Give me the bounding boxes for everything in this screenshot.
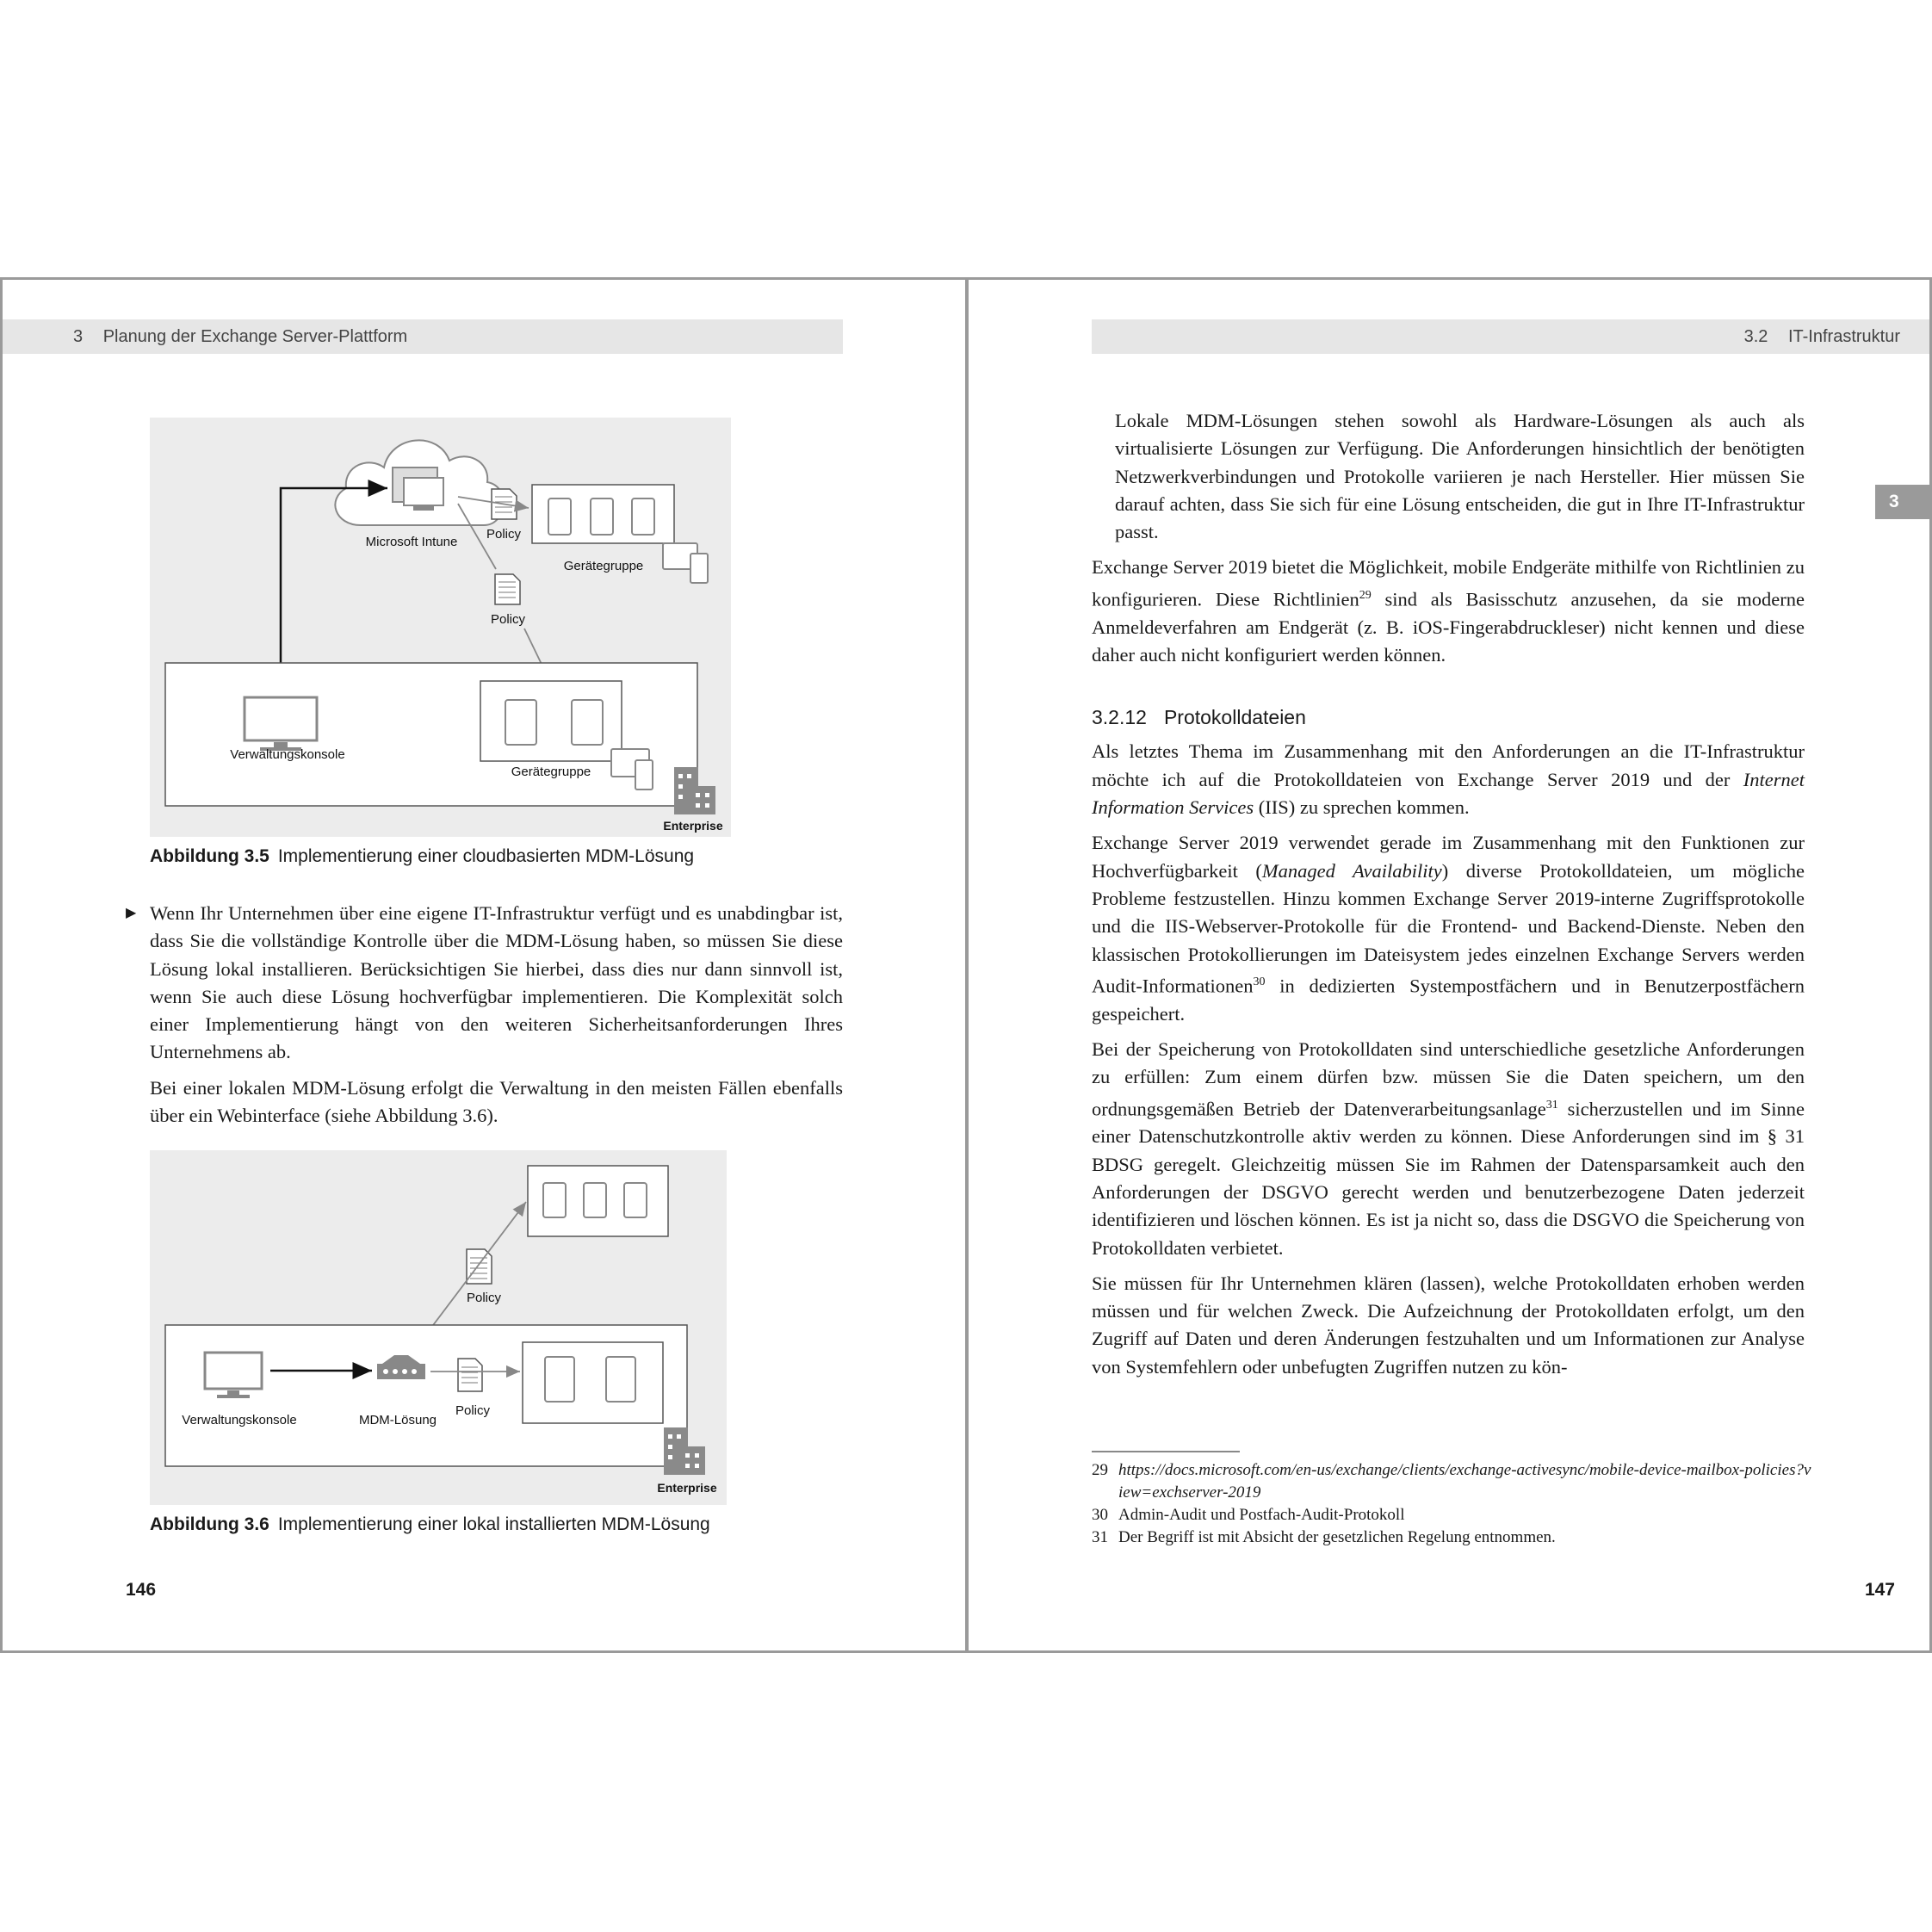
left-page bbox=[0, 277, 968, 1653]
bullet-paragraph bbox=[126, 900, 843, 1067]
paragraph-klaeren: Sie müssen für Ihr Unternehmen klären (lassen), welche Protokolldaten erhoben werden müssen und für welchen Zweck. Die Aufzeichnung der Protokolldaten erfolgt, um den Zugriff auf Daten und deren Änderungen festzuhalten und um Informationen zur Analyse von Systemfehlern oder unbefugten Zugriffen nutzen zu kön- bbox=[1092, 1272, 1805, 1378]
footnote-text: Der Begriff ist mit Absicht der gesetzlichen Regelung entnommen. bbox=[1118, 1528, 1556, 1546]
figure-local-mdm bbox=[150, 1150, 727, 1505]
footnote-ref-31[interactable]: 31 bbox=[1545, 1098, 1558, 1112]
triangle-bullet-icon: ▶ bbox=[126, 906, 137, 920]
italic-term: Internet Information Services bbox=[1092, 768, 1805, 819]
section-heading-number: 3.2.12 bbox=[1092, 706, 1147, 729]
footnote-link[interactable]: https://docs.microsoft.com/en-us/exchange/clients/exchange-activesync/mobile-device-mailbox-policies?view=exchserver-2019 bbox=[1118, 1461, 1811, 1502]
footnote-number: 31 bbox=[1092, 1528, 1108, 1546]
footnote-ref-30[interactable]: 30 bbox=[1253, 975, 1266, 988]
italic-term: Managed Availability bbox=[1261, 859, 1442, 882]
mdm-label: MDM-Lösung bbox=[358, 1413, 437, 1427]
device-group-bottom-label: Gerätegruppe bbox=[511, 765, 591, 779]
right-page bbox=[966, 277, 1932, 1653]
section-number: 3.2 bbox=[1743, 327, 1768, 346]
footnote-30 bbox=[1092, 1504, 1815, 1526]
console-label: Verwaltungskonsole bbox=[230, 747, 345, 762]
left-body-text bbox=[126, 900, 843, 1137]
chapter-title: Planung der Exchange Server-Plattform bbox=[102, 327, 408, 346]
enterprise-label: Enterprise bbox=[663, 819, 723, 833]
caption-text: Implementierung einer lokal installierten MDM-Lösung bbox=[277, 1514, 710, 1534]
paragraph-text: Exchange Server 2019 bietet die Möglichkeit, mobile Endgeräte mithilfe von Richtlinien zu konfigurieren. Diese Richtlinien bbox=[1092, 556, 1805, 610]
footnote-number: 29 bbox=[1092, 1461, 1108, 1479]
enterprise-label: Enterprise bbox=[657, 1481, 717, 1495]
caption-label: Abbildung 3.5 bbox=[150, 846, 269, 866]
paragraph-text: sicherzustellen und im Sinne einer Datenschutzkontrolle aktiv werden zu können. Diese Anforderungen sind im § 31 BDSG geregelt. Gleichzeitig müssen Sie im Rahmen der Datensparsamkeit auch den Anforderungen der DSGVO gerecht werden und benutzerbezogene Daten jederzeit identifizieren und löschen können. Es ist ja nicht so, dass die DSGVO die Speicherung von Protokolldaten verbietet. bbox=[1092, 1098, 1805, 1259]
footnote-31 bbox=[1092, 1526, 1815, 1549]
paragraph-hochverfuegbarkeit bbox=[1092, 829, 1805, 1028]
tablet-icons-top bbox=[548, 498, 654, 535]
paragraph-text: sind als Basisschutz anzusehen, da sie moderne Anmeldeverfahren am Endgerät (z. B. iOS-Fingerabdruckleser) nicht kennen und diese daher auch nicht konfiguriert werden können. bbox=[1092, 588, 1805, 666]
policy-document-icon bbox=[467, 1249, 492, 1284]
paragraph-text: in dedizierten Systempostfächern und in Benutzerpostfächern gespeichert. bbox=[1092, 975, 1805, 1025]
paragraph-text: Bei der Speicherung von Protokolldaten sind unterschiedliche gesetzliche Anforderungen zu erfüllen: Zum einem dürfen bzw. müssen Sie die Daten speichern, um den ordnungsgemäßen Betrieb der Datenverarbeitungsanlage bbox=[1092, 1037, 1805, 1120]
policy-label-right: Policy bbox=[455, 1403, 491, 1418]
page-number-right: 147 bbox=[1864, 1580, 1895, 1600]
footnotes bbox=[1092, 1459, 1815, 1549]
footnote-divider bbox=[1092, 1451, 1240, 1452]
section-title: IT-Infrastruktur bbox=[1787, 327, 1900, 346]
building-icon bbox=[674, 767, 715, 814]
running-header-right bbox=[1092, 319, 1932, 354]
tablet-icons-top bbox=[543, 1183, 647, 1217]
caption-text: Implementierung einer cloudbasierten MDM-Lösung bbox=[277, 846, 695, 866]
paragraph-text: (IIS) zu sprechen kommen. bbox=[1254, 796, 1470, 819]
indented-paragraph: Lokale MDM-Lösungen stehen sowohl als Hardware-Lösungen als auch als virtualisierte Lösungen zur Verfügung. Die Anforderungen hinsichtlich der benötigten Netzwerkverbindungen und Protokolle variieren je nach Hersteller. Hier müssen Sie darauf achten, dass Sie sich für eine Lösung entscheiden, die gut in Ihre IT-Infrastruktur passt. bbox=[1115, 410, 1805, 543]
footnote-ref-29[interactable]: 29 bbox=[1359, 588, 1372, 602]
footnote-text: Admin-Audit und Postfach-Audit-Protokoll bbox=[1118, 1506, 1405, 1524]
policy-label-2: Policy bbox=[490, 612, 526, 627]
figure-cloud-mdm-diagram bbox=[150, 418, 731, 837]
paragraph-text: Exchange Server 2019 verwendet gerade im Zusammenhang mit den Funktionen zur Hochverfügbarkeit ( bbox=[1092, 832, 1805, 882]
device-group-right-box bbox=[523, 1342, 663, 1423]
policy-label-1: Policy bbox=[486, 527, 522, 542]
figure-local-mdm-diagram bbox=[150, 1150, 727, 1505]
paragraph-richtlinien bbox=[1092, 554, 1805, 669]
caption-label: Abbildung 3.6 bbox=[150, 1514, 269, 1534]
paragraph: Bei einer lokalen MDM-Lösung erfolgt die Verwaltung in den meisten Fällen ebenfalls über ein Webinterface (siehe Abbildung 3.6). bbox=[150, 1076, 843, 1127]
policy-label-top: Policy bbox=[466, 1291, 502, 1305]
footnote-number: 30 bbox=[1092, 1506, 1108, 1524]
right-body-text bbox=[1092, 407, 1805, 1389]
figure-caption-3-5 bbox=[150, 846, 694, 867]
page-number-left: 146 bbox=[126, 1580, 157, 1600]
chapter-thumb-tab: 3 bbox=[1875, 485, 1932, 519]
figure-cloud-mdm bbox=[150, 418, 731, 837]
paragraph-text: Als letztes Thema im Zusammenhang mit den Anforderungen an die IT-Infrastruktur möchte ich auf die Protokolldateien von Exchange Server 2019 und der bbox=[1092, 740, 1805, 790]
section-heading bbox=[1092, 703, 1805, 731]
device-group-top-label: Gerätegruppe bbox=[563, 559, 644, 573]
footnote-29 bbox=[1092, 1459, 1815, 1504]
policy-document-icon-2 bbox=[458, 1359, 482, 1391]
figure-caption-3-6 bbox=[150, 1514, 710, 1535]
chapter-number: 3 bbox=[73, 327, 84, 346]
intune-label: Microsoft Intune bbox=[365, 535, 458, 549]
phone-icons-top bbox=[663, 543, 708, 583]
running-header-left bbox=[3, 319, 843, 354]
paragraph-protokolldateien bbox=[1092, 738, 1805, 821]
building-icon bbox=[664, 1427, 705, 1475]
policy-document-icon-2 bbox=[495, 574, 520, 604]
paragraph-text: ) diverse Protokolldateien, um mögliche Probleme festzustellen. Hinzu kommen Exchange Server 2019-interne Zugriffsprotokolle und die IIS-Webserver-Protokolle für die Frontend- und Backend-Dienste. Neben den klassischen Protokollierungen im Dateisystem jedes einzelnen Exchange Servers werden Audit-Informationen bbox=[1092, 859, 1805, 997]
section-heading-title: Protokolldateien bbox=[1163, 706, 1306, 729]
console-label: Verwaltungskonsole bbox=[182, 1413, 297, 1427]
paragraph-speicherung bbox=[1092, 1036, 1805, 1262]
bullet-text: Wenn Ihr Unternehmen über eine eigene IT-Infrastruktur verfügt und es unabdingbar ist, dass Sie die vollständige Kontrolle über die MDM-Lösung haben, so müssen Sie diese Lösung lokal installieren. Berücksichtigen Sie hierbei, dass dies nur dann sinnvoll ist, wenn Sie auch diese Lösung hochverfügbar implementieren. Die Komplexität solch einer Implementierung hängt von den weiteren Sicherheitsanforderungen Ihres Unternehmens ab. bbox=[150, 902, 843, 1063]
